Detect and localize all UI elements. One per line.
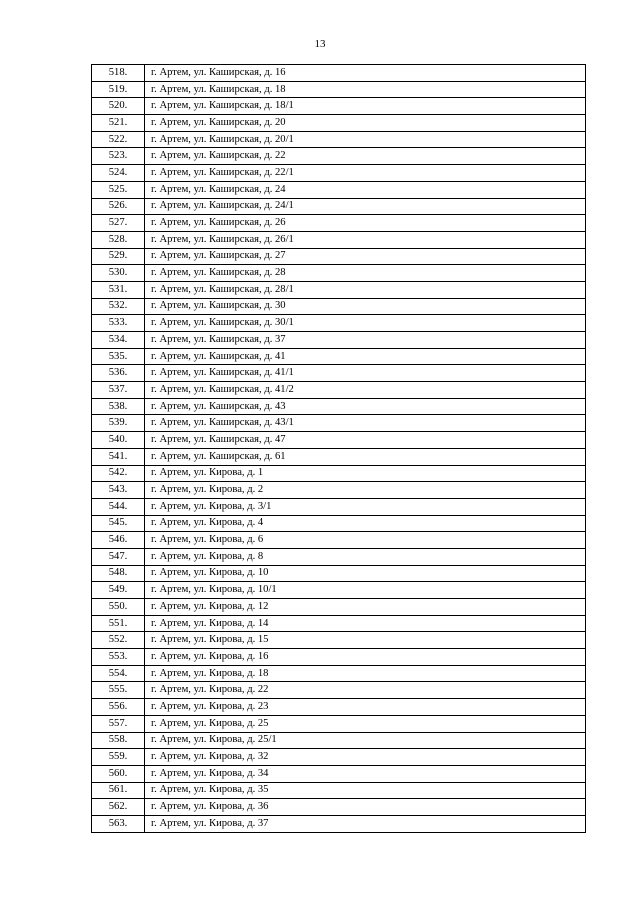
row-number: 518. [92, 65, 145, 82]
table-row [92, 465, 586, 482]
table-row [92, 715, 586, 732]
row-address: г. Артем, ул. Каширская, д. 43/1 [145, 415, 586, 432]
row-number: 541. [92, 448, 145, 465]
table-row [92, 231, 586, 248]
row-address: г. Артем, ул. Кирова, д. 10 [145, 565, 586, 582]
row-number: 524. [92, 165, 145, 182]
table-row [92, 382, 586, 399]
row-number: 519. [92, 81, 145, 98]
row-address: г. Артем, ул. Кирова, д. 16 [145, 649, 586, 666]
table-row [92, 482, 586, 499]
table-row [92, 98, 586, 115]
table-row [92, 599, 586, 616]
table-row [92, 148, 586, 165]
table-row [92, 548, 586, 565]
table-row [92, 565, 586, 582]
table-row [92, 699, 586, 716]
table-row [92, 498, 586, 515]
address-table [91, 64, 586, 833]
row-number: 521. [92, 115, 145, 132]
row-number: 528. [92, 231, 145, 248]
table-row [92, 181, 586, 198]
row-number: 546. [92, 532, 145, 549]
row-number: 526. [92, 198, 145, 215]
row-address: г. Артем, ул. Каширская, д. 26 [145, 215, 586, 232]
row-number: 529. [92, 248, 145, 265]
row-address: г. Артем, ул. Кирова, д. 36 [145, 799, 586, 816]
row-number: 563. [92, 815, 145, 832]
row-address: г. Артем, ул. Каширская, д. 37 [145, 332, 586, 349]
row-address: г. Артем, ул. Кирова, д. 6 [145, 532, 586, 549]
row-number: 533. [92, 315, 145, 332]
row-number: 540. [92, 432, 145, 449]
table-row [92, 532, 586, 549]
table-row [92, 415, 586, 432]
table-row [92, 248, 586, 265]
row-address: г. Артем, ул. Каширская, д. 28/1 [145, 281, 586, 298]
table-row [92, 432, 586, 449]
row-number: 530. [92, 265, 145, 282]
row-number: 552. [92, 632, 145, 649]
row-number: 550. [92, 599, 145, 616]
table-row [92, 265, 586, 282]
row-number: 545. [92, 515, 145, 532]
row-address: г. Артем, ул. Кирова, д. 4 [145, 515, 586, 532]
table-row [92, 682, 586, 699]
table-row [92, 65, 586, 82]
row-address: г. Артем, ул. Кирова, д. 22 [145, 682, 586, 699]
row-address: г. Артем, ул. Каширская, д. 20 [145, 115, 586, 132]
row-address: г. Артем, ул. Кирова, д. 2 [145, 482, 586, 499]
row-address: г. Артем, ул. Кирова, д. 34 [145, 765, 586, 782]
row-number: 561. [92, 782, 145, 799]
row-number: 556. [92, 699, 145, 716]
table-row [92, 115, 586, 132]
table-row [92, 165, 586, 182]
page-number: 13 [314, 38, 326, 50]
table-row [92, 749, 586, 766]
row-number: 531. [92, 281, 145, 298]
table-row [92, 215, 586, 232]
row-number: 559. [92, 749, 145, 766]
table-row [92, 799, 586, 816]
row-number: 551. [92, 615, 145, 632]
row-address: г. Артем, ул. Каширская, д. 26/1 [145, 231, 586, 248]
row-address: г. Артем, ул. Кирова, д. 1 [145, 465, 586, 482]
row-number: 547. [92, 548, 145, 565]
table-row [92, 649, 586, 666]
row-number: 523. [92, 148, 145, 165]
row-number: 522. [92, 131, 145, 148]
row-address: г. Артем, ул. Каширская, д. 41/2 [145, 382, 586, 399]
table-row [92, 448, 586, 465]
table-row [92, 732, 586, 749]
row-address: г. Артем, ул. Каширская, д. 43 [145, 398, 586, 415]
row-address: г. Артем, ул. Кирова, д. 35 [145, 782, 586, 799]
table-row [92, 765, 586, 782]
row-address: г. Артем, ул. Каширская, д. 41/1 [145, 365, 586, 382]
table-row [92, 315, 586, 332]
row-address: г. Артем, ул. Каширская, д. 30/1 [145, 315, 586, 332]
row-address: г. Артем, ул. Каширская, д. 16 [145, 65, 586, 82]
row-address: г. Артем, ул. Каширская, д. 20/1 [145, 131, 586, 148]
row-address: г. Артем, ул. Каширская, д. 41 [145, 348, 586, 365]
table-row [92, 281, 586, 298]
table-row [92, 332, 586, 349]
row-address: г. Артем, ул. Каширская, д. 18 [145, 81, 586, 98]
row-address: г. Артем, ул. Кирова, д. 25 [145, 715, 586, 732]
table-row [92, 398, 586, 415]
table-row [92, 298, 586, 315]
row-address: г. Артем, ул. Каширская, д. 24 [145, 181, 586, 198]
row-number: 544. [92, 498, 145, 515]
row-address: г. Артем, ул. Кирова, д. 10/1 [145, 582, 586, 599]
table-row [92, 665, 586, 682]
row-address: г. Артем, ул. Кирова, д. 23 [145, 699, 586, 716]
row-number: 532. [92, 298, 145, 315]
row-number: 525. [92, 181, 145, 198]
row-address: г. Артем, ул. Каширская, д. 18/1 [145, 98, 586, 115]
row-number: 537. [92, 382, 145, 399]
row-number: 560. [92, 765, 145, 782]
table-row [92, 131, 586, 148]
table-row [92, 348, 586, 365]
table-row [92, 615, 586, 632]
table-row [92, 782, 586, 799]
row-number: 543. [92, 482, 145, 499]
row-address: г. Артем, ул. Кирова, д. 18 [145, 665, 586, 682]
row-address: г. Артем, ул. Каширская, д. 47 [145, 432, 586, 449]
table-row [92, 582, 586, 599]
table-row [92, 515, 586, 532]
row-address: г. Артем, ул. Каширская, д. 22/1 [145, 165, 586, 182]
table-row [92, 81, 586, 98]
row-address: г. Артем, ул. Кирова, д. 25/1 [145, 732, 586, 749]
table-row [92, 815, 586, 832]
row-number: 535. [92, 348, 145, 365]
row-number: 557. [92, 715, 145, 732]
table-row [92, 198, 586, 215]
row-address: г. Артем, ул. Каширская, д. 30 [145, 298, 586, 315]
table-row [92, 365, 586, 382]
address-table-body [92, 65, 586, 833]
row-address: г. Артем, ул. Каширская, д. 24/1 [145, 198, 586, 215]
row-number: 538. [92, 398, 145, 415]
row-address: г. Артем, ул. Кирова, д. 3/1 [145, 498, 586, 515]
row-number: 536. [92, 365, 145, 382]
row-address: г. Артем, ул. Каширская, д. 61 [145, 448, 586, 465]
row-number: 562. [92, 799, 145, 816]
row-number: 554. [92, 665, 145, 682]
row-address: г. Артем, ул. Кирова, д. 12 [145, 599, 586, 616]
row-address: г. Артем, ул. Кирова, д. 8 [145, 548, 586, 565]
row-number: 549. [92, 582, 145, 599]
row-number: 534. [92, 332, 145, 349]
row-address: г. Артем, ул. Кирова, д. 15 [145, 632, 586, 649]
row-number: 558. [92, 732, 145, 749]
row-number: 553. [92, 649, 145, 666]
row-number: 520. [92, 98, 145, 115]
row-number: 555. [92, 682, 145, 699]
row-number: 542. [92, 465, 145, 482]
row-address: г. Артем, ул. Каширская, д. 27 [145, 248, 586, 265]
row-number: 548. [92, 565, 145, 582]
row-number: 539. [92, 415, 145, 432]
row-number: 527. [92, 215, 145, 232]
row-address: г. Артем, ул. Каширская, д. 28 [145, 265, 586, 282]
table-row [92, 632, 586, 649]
row-address: г. Артем, ул. Каширская, д. 22 [145, 148, 586, 165]
row-address: г. Артем, ул. Кирова, д. 14 [145, 615, 586, 632]
row-address: г. Артем, ул. Кирова, д. 37 [145, 815, 586, 832]
row-address: г. Артем, ул. Кирова, д. 32 [145, 749, 586, 766]
